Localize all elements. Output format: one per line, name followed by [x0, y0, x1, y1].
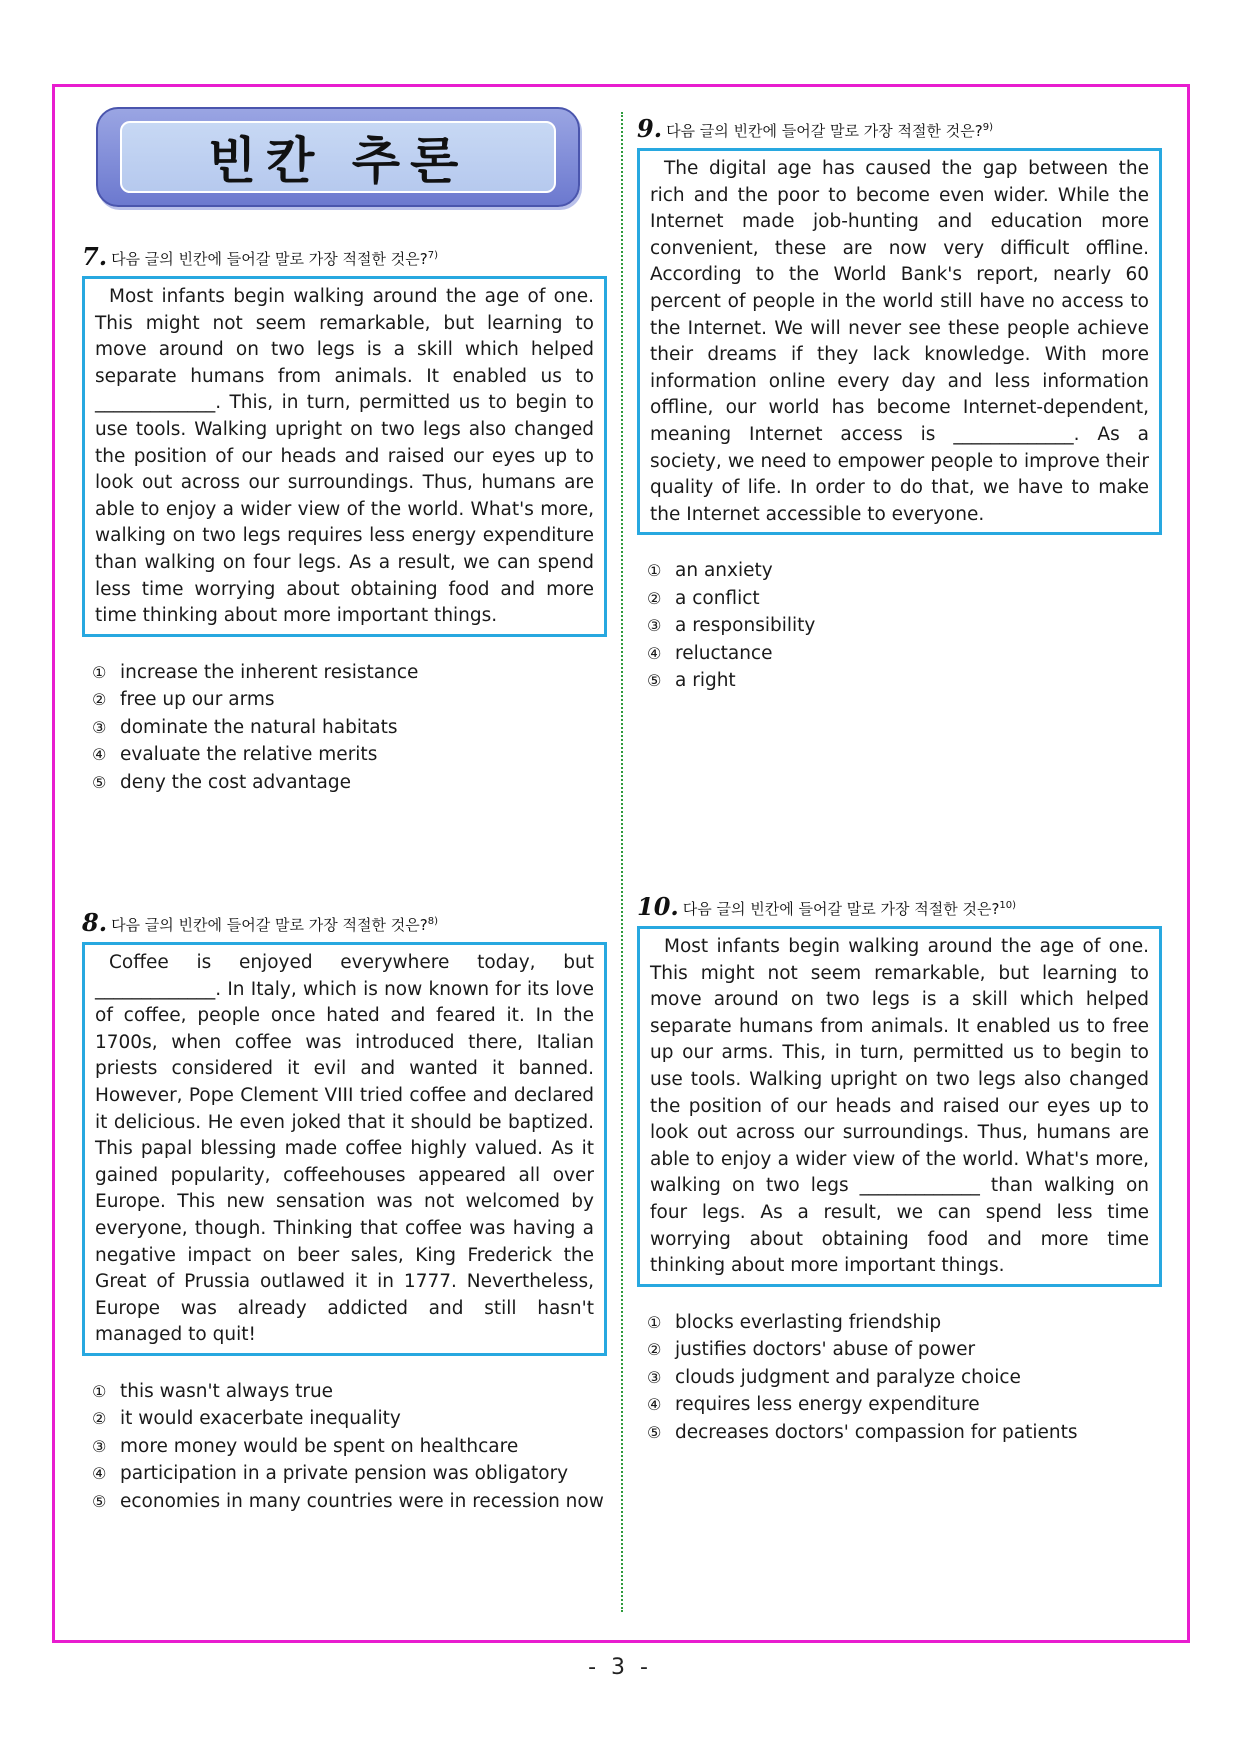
choice-item[interactable]	[647, 1309, 1162, 1337]
question-prompt	[111, 248, 438, 270]
choice-number: ③	[647, 616, 662, 636]
choice-text: free up our arms	[120, 689, 275, 711]
choice-item[interactable]	[92, 714, 607, 742]
choice-list	[637, 1309, 1162, 1447]
choice-text: decreases doctors' compassion for patients	[675, 1421, 1078, 1443]
choice-number: ①	[647, 561, 662, 581]
choice-item[interactable]	[647, 612, 1162, 640]
choice-list	[82, 1378, 607, 1516]
question-header	[637, 890, 1162, 920]
question-header	[82, 906, 607, 936]
choice-number: ⑤	[647, 1422, 662, 1442]
question-prompt	[111, 914, 438, 936]
choice-text: a right	[675, 670, 736, 692]
prompt-text: 다음 글의 빈칸에 들어갈 말로 가장 적절한 것은?	[111, 916, 428, 934]
question-10	[637, 890, 1162, 1446]
choice-text: clouds judgment and paralyze choice	[675, 1366, 1021, 1388]
choice-number: ①	[92, 662, 107, 682]
choice-item[interactable]	[92, 741, 607, 769]
choice-text: a conflict	[675, 587, 760, 609]
choice-text: evaluate the relative merits	[120, 744, 378, 766]
choice-item[interactable]	[647, 1336, 1162, 1364]
passage-box: Coffee is enjoyed everywhere today, but _____________. In Italy, which is now known for its love of coffee, people once hated and feared it. In the 1700s, when coffee was introduced there, Italian priests considered it evil and wanted it banned. However, Pope Clement VIII tried coffee and declared it delicious. He even joked that it should be baptized. This papal blessing made coffee highly valued. As it gained popularity, coffeehouses appeared all over Europe. This new sensation was not welcomed by everyone, though. Thinking that coffee was having a negative impact on beer sales, King Frederick the Great of Prussia outlawed it in 1777. Nevertheless, Europe was already addicted and still hasn't managed to quit!	[82, 942, 607, 1356]
choice-number: ⑤	[92, 1491, 107, 1511]
choice-number: ③	[92, 1436, 107, 1456]
choice-number: ④	[92, 1464, 107, 1484]
page-number: - 3 -	[588, 1655, 652, 1680]
choice-text: participation in a private pension was obligatory	[120, 1463, 569, 1485]
question-prompt	[666, 120, 993, 142]
choice-item[interactable]	[647, 1364, 1162, 1392]
choice-number: ②	[92, 690, 107, 710]
choice-text: justifies doctors' abuse of power	[675, 1339, 976, 1361]
choice-number: ⑤	[92, 772, 107, 792]
question-header	[82, 240, 607, 270]
section-title-inner	[120, 121, 556, 193]
footnote-ref: 7)	[427, 250, 438, 261]
question-header	[637, 112, 1162, 142]
section-title-banner	[96, 107, 580, 207]
choice-item[interactable]	[92, 686, 607, 714]
passage-box: The digital age has caused the gap between the rich and the poor to become even wider. While the Internet made job-hunting and education more convenient, these are now very difficult offline. According to the World Bank's report, nearly 60 percent of people in the world still have no access to the Internet. We will never see these people achieve their dreams if they lack knowledge. With more information online every day and less information offline, our world has become Internet-dependent, meaning Internet access is _____________. As a society, we need to empower people to improve their quality of life. In order to do that, we have to make the Internet accessible to everyone.	[637, 148, 1162, 535]
choice-item[interactable]	[92, 769, 607, 797]
question-9	[637, 112, 1162, 695]
prompt-text: 다음 글의 빈칸에 들어갈 말로 가장 적절한 것은?	[666, 122, 983, 140]
choice-number: ④	[92, 745, 107, 765]
choice-number: ④	[647, 1395, 662, 1415]
choice-text: it would exacerbate inequality	[120, 1408, 401, 1430]
footnote-ref: 9)	[982, 122, 993, 133]
choice-item[interactable]	[647, 557, 1162, 585]
choice-number: ①	[647, 1312, 662, 1332]
choice-text: an anxiety	[675, 560, 773, 582]
choice-number: ③	[92, 717, 107, 737]
choice-text: requires less energy expenditure	[675, 1394, 980, 1416]
choice-number: ④	[647, 643, 662, 663]
choice-text: blocks everlasting friendship	[675, 1311, 942, 1333]
choice-item[interactable]	[647, 585, 1162, 613]
choice-item[interactable]	[92, 1460, 607, 1488]
question-number: 9.	[637, 114, 663, 143]
choice-text: a responsibility	[675, 615, 816, 637]
choice-text: dominate the natural habitats	[120, 716, 398, 738]
choice-text: this wasn't always true	[120, 1380, 334, 1402]
choice-item[interactable]	[647, 640, 1162, 668]
question-number: 10.	[637, 892, 679, 921]
question-8	[82, 906, 607, 1515]
choice-item[interactable]	[92, 1378, 607, 1406]
question-number: 8.	[82, 908, 108, 937]
choice-text: more money would be spent on healthcare	[120, 1435, 519, 1457]
choice-list	[637, 557, 1162, 695]
choice-text: deny the cost advantage	[120, 771, 351, 793]
footnote-ref: 10)	[999, 900, 1017, 911]
choice-item[interactable]	[647, 667, 1162, 695]
choice-number: ⑤	[647, 671, 662, 691]
choice-number: ①	[92, 1381, 107, 1401]
choice-item[interactable]	[92, 1405, 607, 1433]
choice-item[interactable]	[647, 1419, 1162, 1447]
choice-text: reluctance	[675, 642, 773, 664]
question-number: 7.	[82, 242, 108, 271]
choice-number: ②	[647, 588, 662, 608]
question-prompt	[683, 898, 1016, 920]
choice-text: economies in many countries were in recession now	[120, 1490, 604, 1512]
choice-number: ②	[92, 1409, 107, 1429]
choice-item[interactable]	[92, 659, 607, 687]
prompt-text: 다음 글의 빈칸에 들어갈 말로 가장 적절한 것은?	[682, 900, 1000, 918]
choice-number: ③	[647, 1367, 662, 1387]
choice-item[interactable]	[92, 1488, 607, 1516]
footnote-ref: 8)	[427, 916, 438, 927]
passage-box: Most infants begin walking around the age of one. This might not seem remarkable, but learning to move around on two legs is a skill which helped separate humans from animals. It enabled us to _____________. This, in turn, permitted us to begin to use tools. Walking upright on two legs also changed the position of our heads and raised our eyes up to look out across our surroundings. Thus, humans are able to enjoy a wider view of the world. What's more, walking on two legs requires less energy expenditure than walking on four legs. As a result, we can spend less time worrying about obtaining food and more time thinking about more important things.	[82, 276, 607, 637]
choice-item[interactable]	[92, 1433, 607, 1461]
choice-item[interactable]	[647, 1391, 1162, 1419]
choice-list	[82, 659, 607, 797]
question-7	[82, 240, 607, 796]
column-divider	[621, 112, 623, 1612]
passage-box: Most infants begin walking around the age of one. This might not seem remarkable, but learning to move around on two legs is a skill which helped separate humans from animals. It enabled us to free up our arms. This, in turn, permitted us to begin to use tools. Walking upright on two legs also changed the position of our heads and raised our eyes up to look out across our surroundings. Thus, humans are able to enjoy a wider view of the world. What's more, walking on two legs _____________ than walking on four legs. As a result, we can spend less time worrying about obtaining food and more time thinking about more important things.	[637, 926, 1162, 1287]
prompt-text: 다음 글의 빈칸에 들어갈 말로 가장 적절한 것은?	[111, 250, 428, 268]
section-title: 빈칸 추론	[207, 132, 469, 190]
choice-text: increase the inherent resistance	[120, 661, 419, 683]
choice-number: ②	[647, 1340, 662, 1360]
